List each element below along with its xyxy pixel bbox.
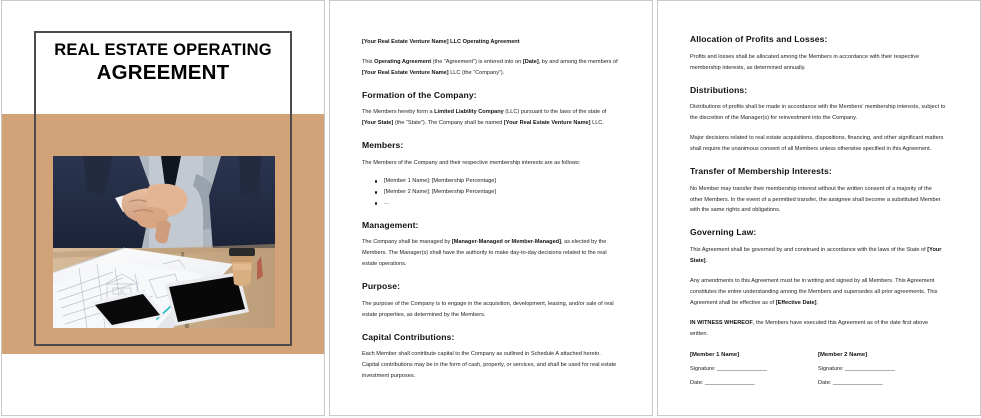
page-3-content: [690, 34, 946, 394]
management-post: , as elected by the Members. The Manager(s) shall have the authority to make day-to-day decisions related to the real estate operations.: [362, 239, 607, 268]
formation-pre: The Members hereby form a: [362, 109, 435, 116]
witness-paragraph: [690, 318, 946, 340]
distributions-paragraph-1: Distributions of profits shall be made in accordance with the Members’ membership interests, subject to the discretion of the Manager(s) for reinvestment into the Company.: [690, 104, 946, 122]
formation-mid-1: (LLC) pursuant to the laws of the state of: [503, 109, 607, 116]
heading-purpose: Purpose:: [362, 281, 401, 292]
signature-column-member-2: [818, 352, 946, 394]
capital-contributions-paragraph: Each Member shall contribute capital to the Company as outlined in Schedule A attached hereto. Capital contributions may be in the form of cash, property, or services, and shall be used for real estate investment purposes.: [362, 351, 617, 380]
document-header-line: [Your Real Estate Venture Name] LLC Operating Agreement: [362, 39, 520, 45]
purpose-paragraph: The purpose of the Company is to engage in the acquisition, development, leasing, and/or sale of real estate properties, as determined by the Members.: [362, 300, 614, 318]
signature-member-1-signature-field[interactable]: Signature: ________________: [690, 366, 767, 373]
signature-block: [690, 352, 946, 394]
heading-members: Members:: [362, 140, 404, 151]
cover-title-block: [36, 33, 290, 114]
formation-mid-2: (the “State”). The Company shall be named: [393, 120, 504, 127]
intro-mid-2: , by and among the members of: [538, 58, 618, 65]
formation-bold-venture-name: [Your Real Estate Venture Name]: [503, 120, 591, 127]
governing-law-paragraph-2: [690, 276, 946, 309]
intro-pre: This: [362, 58, 375, 65]
intro-mid-1: (the “Agreement”) is entered into on: [431, 58, 523, 65]
amendments-bold-effective-date: [Effective Date]: [775, 299, 817, 306]
intro-bold-date: [Date]: [522, 58, 539, 65]
governing-post: .: [705, 258, 708, 264]
heading-governing-law: Governing Law:: [690, 227, 757, 238]
heading-management: Management:: [362, 219, 419, 230]
intro-bold-operating-agreement: Operating Agreement: [374, 58, 432, 65]
signature-member-1-name: [Member 1 Name]: [690, 352, 740, 359]
signature-member-1-date-field[interactable]: Date: ________________: [690, 380, 755, 387]
formation-bold-state: [Your State]: [362, 120, 394, 127]
handshake-over-blueprints-photo: [53, 156, 275, 328]
signature-member-2-date-field[interactable]: Date: ________________: [818, 380, 883, 387]
heading-formation-of-the-company: Formation of the Company:: [362, 89, 477, 100]
formation-bold-llc: Limited Liability Company: [434, 109, 504, 116]
members-bullet-list: [362, 176, 618, 209]
page-2[interactable]: [329, 0, 653, 416]
signature-column-member-1: [690, 352, 818, 394]
transfer-paragraph: No Member may transfer their membership interest without the written consent of a majority of the other Members. In the event of a permitted transfer, the assignee shall become a substituted Member with the same rights and obligations.: [690, 185, 941, 214]
signature-member-2-name: [Member 2 Name]: [818, 352, 868, 359]
witness-bold-label: IN WITNESS WHEREOF: [690, 319, 753, 326]
intro-bold-venture-name: [Your Real Estate Venture Name]: [362, 69, 449, 76]
list-item: [Member 2 Name]: [Membership Percentage]: [384, 187, 618, 198]
page-3[interactable]: [657, 0, 981, 416]
witness-text: , the Members have executed this Agreement as of the date first above written.: [690, 319, 929, 337]
amendments-post: .: [816, 299, 819, 306]
page-1-cover[interactable]: [1, 0, 325, 416]
management-paragraph: [362, 237, 618, 270]
formation-paragraph: [362, 107, 618, 129]
cover-title-line-2: AGREEMENT: [96, 60, 230, 84]
cover-title-line-1: REAL ESTATE OPERATING: [54, 41, 272, 59]
governing-pre: This Agreement shall be governed by and construed in accordance with the laws of the State of: [690, 247, 928, 254]
amendments-pre: Any amendments to this Agreement must be in writing and signed by all Members. This Agreement constitutes the entire understanding among the Members and supersedes all prior agreements. This Agreement shall be effective as of: [690, 277, 938, 306]
governing-bold-state: [Your State]: [690, 247, 942, 264]
heading-allocation-of-profits-and-losses: Allocation of Profits and Losses:: [690, 34, 828, 44]
intro-paragraph: [362, 57, 618, 79]
governing-law-paragraph-1: [690, 245, 946, 267]
members-intro: The Members of the Company and their respective membership interests are as follows:: [362, 160, 581, 166]
heading-capital-contributions: Capital Contributions:: [362, 331, 455, 342]
list-item: ...: [384, 198, 618, 209]
management-bold-type: [Manager-Managed or Member-Managed]: [451, 239, 561, 246]
formation-post: LLC.: [590, 120, 604, 127]
page-2-content: [362, 37, 618, 391]
intro-post: LLC (the “Company”).: [448, 69, 505, 76]
heading-distributions: Distributions:: [690, 84, 748, 95]
signature-member-2-signature-field[interactable]: Signature: ________________: [818, 366, 895, 373]
allocation-paragraph: Profits and losses shall be allocated among the Members in accordance with their respective membership interests, as determined annually.: [690, 53, 920, 71]
distributions-paragraph-2: Major decisions related to real estate acquisitions, dispositions, financing, and other significant matters shall require the unanimous consent of all Members unless otherwise specified in this Agreement.: [690, 135, 944, 152]
list-item: [Member 1 Name]: [Membership Percentage]: [384, 176, 618, 187]
management-pre: The Company shall be managed by: [362, 239, 452, 246]
heading-transfer-of-membership-interests: Transfer of Membership Interests:: [690, 165, 832, 176]
